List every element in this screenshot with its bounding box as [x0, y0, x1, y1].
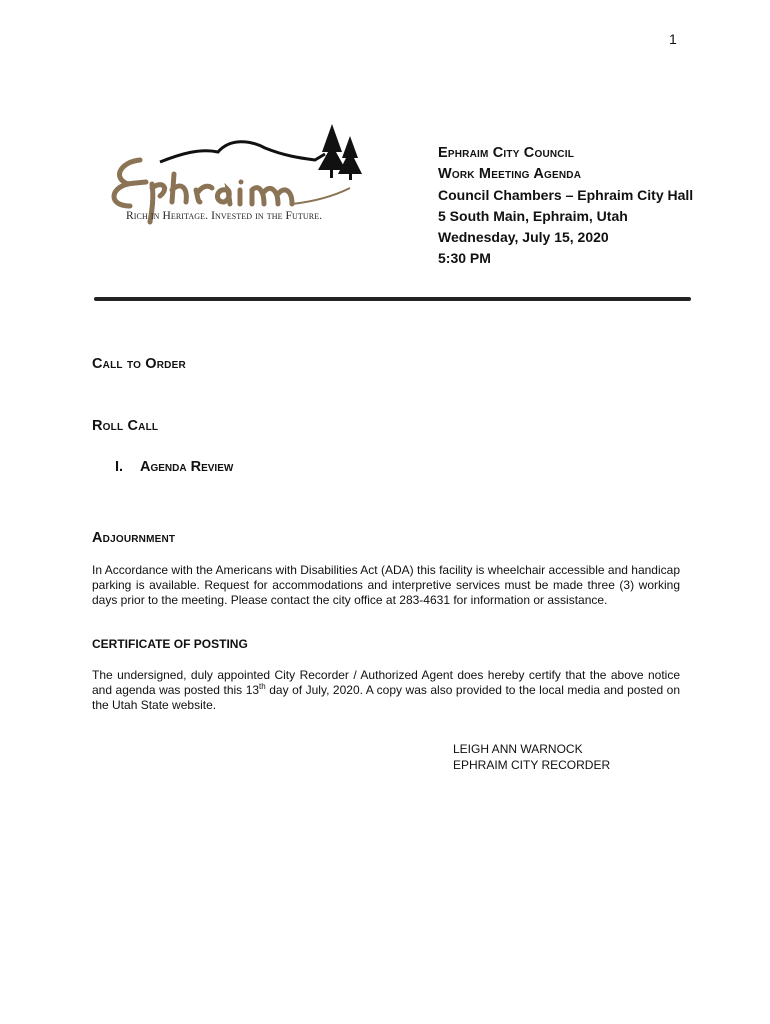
agenda-title: Work Meeting Agenda [438, 166, 582, 182]
meeting-header [438, 143, 693, 269]
page-number: 1 [669, 31, 677, 47]
meeting-time: 5:30 PM [438, 250, 491, 266]
agenda-item-number: I. [115, 459, 124, 475]
meeting-date: Wednesday, July 15, 2020 [438, 229, 609, 245]
meeting-location: Council Chambers – Ephraim City Hall [438, 187, 694, 203]
logo-tagline: Rich in Heritage. Invested in the Future. [126, 210, 323, 222]
agenda-item-review [115, 459, 233, 475]
section-call-to-order: Call to Order [92, 356, 186, 372]
section-roll-call: Roll Call [92, 418, 159, 434]
certificate-text-start: The undersigned, duly appointed City Recorder / Authorized Agent does hereby certify that the above notice and agenda was posted this 13 [92, 668, 680, 698]
header-divider [94, 297, 691, 301]
certificate-text-end: day of July, 2020. A copy was also provided to the local media and posted on the Utah State website. [92, 683, 681, 713]
certificate-text [92, 668, 680, 714]
signer-title: EPHRAIM CITY RECORDER [453, 757, 611, 772]
certificate-ordinal-sup: th [259, 682, 266, 692]
ada-notice: In Accordance with the Americans with Disabilities Act (ADA) this facility is wheelchair accessible and handicap parking is available. Request for accommodations and interpretive services must be made three (3) working days prior to the meeting. Please contact the city office at 283-4631 for information or assistance. [92, 563, 680, 608]
certificate-heading: CERTIFICATE OF POSTING [92, 637, 248, 651]
meeting-address: 5 South Main, Ephraim, Utah [438, 208, 628, 224]
section-adjournment: Adjournment [92, 530, 176, 546]
council-title: Ephraim City Council [438, 145, 575, 161]
ephraim-logo [100, 118, 380, 230]
agenda-item-label: Agenda Review [140, 459, 234, 475]
signer-name: LEIGH ANN WARNOCK [453, 742, 583, 756]
signature-block [453, 742, 610, 773]
